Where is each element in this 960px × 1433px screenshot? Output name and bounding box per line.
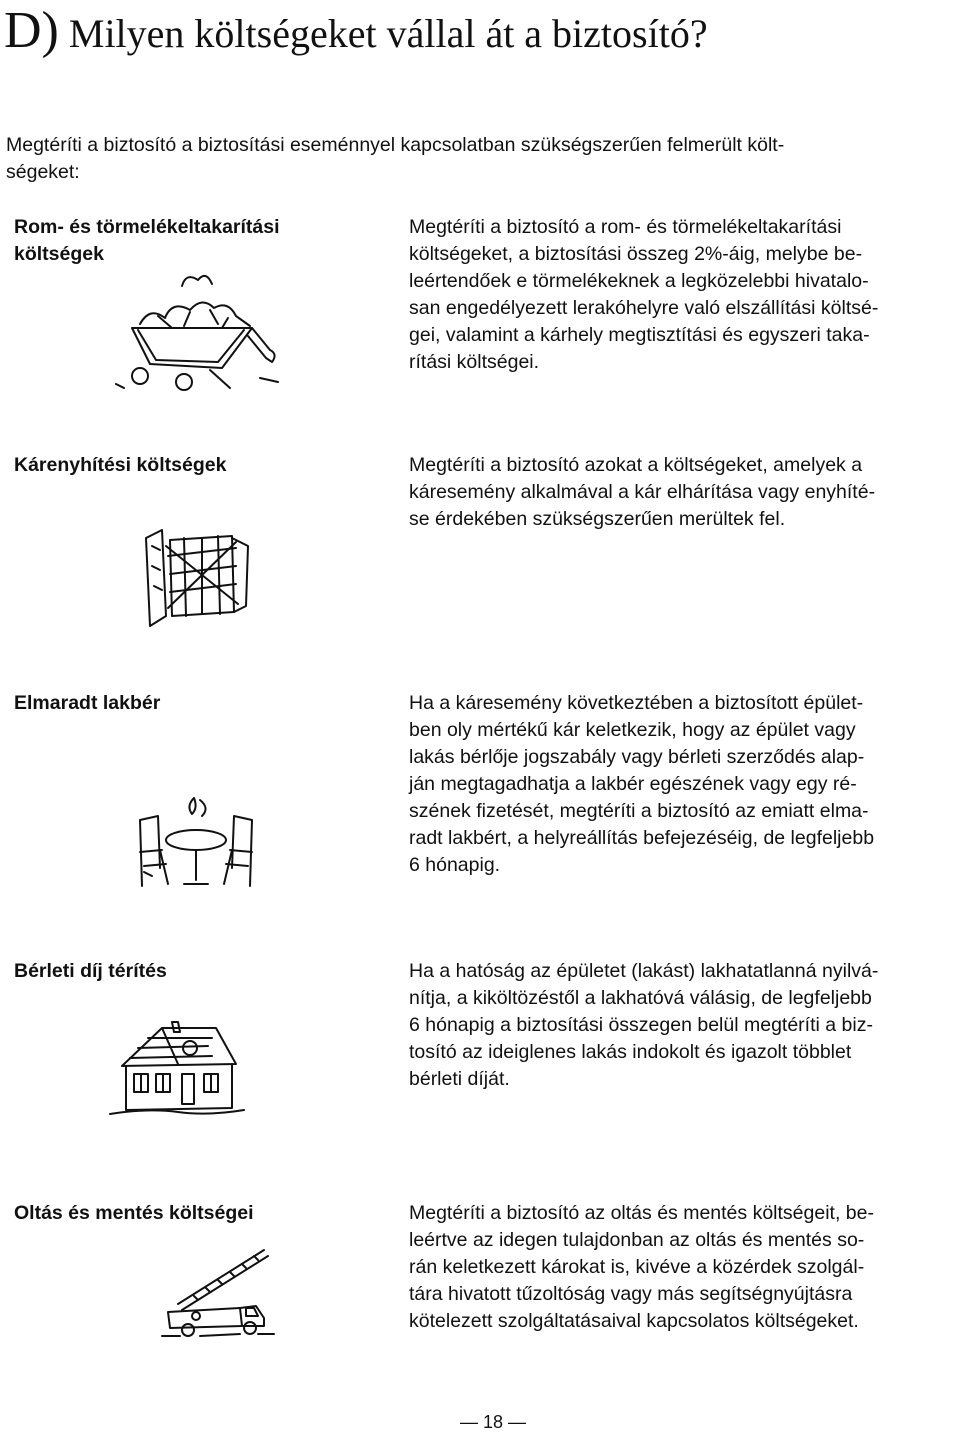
table-and-chairs-icon [136,796,256,890]
section-heading: Oltás és mentés költségei [14,1202,254,1224]
section-text: Ha a káresemény következtében a biztosított épület- ben oly mértékű kár keletkezik, hogy az épület vagy lakás bérlője jogszabály vagy bérleti szerződés alap- ján megtagadhatja a lakbér egészének vagy egy ré- szének fizetését, megtéríti a biztosító az emiatt elma- radt lakbért, a helyreállítás befejezéséig, de legfeljebb 6 hónapig. [409,692,875,876]
page-title [4,2,708,59]
fire-truck-ladder-icon [160,1246,276,1338]
boarded-window-icon [140,526,252,630]
section-text: Ha a hatóság az épületet (lakást) lakhatatlanná nyilvá- nítja, a kiköltözéstől a lakhatóvá válásig, de legfeljebb 6 hónapig a biztosítási összegen belül megtéríti a biz- tosító az ideiglenes lakás indokolt és igazolt többlet bérleti díját. [409,960,879,1090]
page-number: — 18 — [460,1412,527,1432]
house-icon [108,1018,246,1128]
section-text: Megtéríti a biztosító azokat a költségeket, amelyek a káresemény alkalmával a kár elhárítása vagy enyhíté- se érdekében szükségszerűen merültek fel. [409,454,876,530]
section-heading: Bérleti díj térítés [14,960,167,982]
section-title: Milyen költségeket vállal át a biztosító? [68,11,708,56]
section-text: Megtéríti a biztosító a rom- és törmelékeltakarítási költségeket, a biztosítási összeg 2%-áig, melybe be- leértendőek e törmelékeknek a legközelebbi hivatalo- san engedélyezett lerakóhelyre való elszállítási költsé- gei, valamint a kárhely megtisztítási és egyszeri taka- rítási költségei. [409,216,879,373]
wheelbarrow-with-rubble-icon [110,266,280,396]
section-letter: D) [4,2,59,59]
section-heading: Kárenyhítési költségek [14,454,227,476]
section-heading: Rom- és törmelékeltakarítási költségek [14,216,280,265]
intro-paragraph: Megtéríti a biztosító a biztosítási eseménnyel kapcsolatban szükségszerűen felmerült költ- ségeket: [6,134,785,183]
section-text: Megtéríti a biztosító az oltás és mentés költségeit, be- leértve az idegen tulajdonban az oltás és mentés so- rán keletkezett károkat is, kivéve a közérdek szolgál- tára hivatott tűzoltóság vagy más segítségnyújtásra kötelezett szolgáltatásaival kapcsolatos költségeket. [409,1202,874,1332]
section-heading: Elmaradt lakbér [14,692,161,714]
